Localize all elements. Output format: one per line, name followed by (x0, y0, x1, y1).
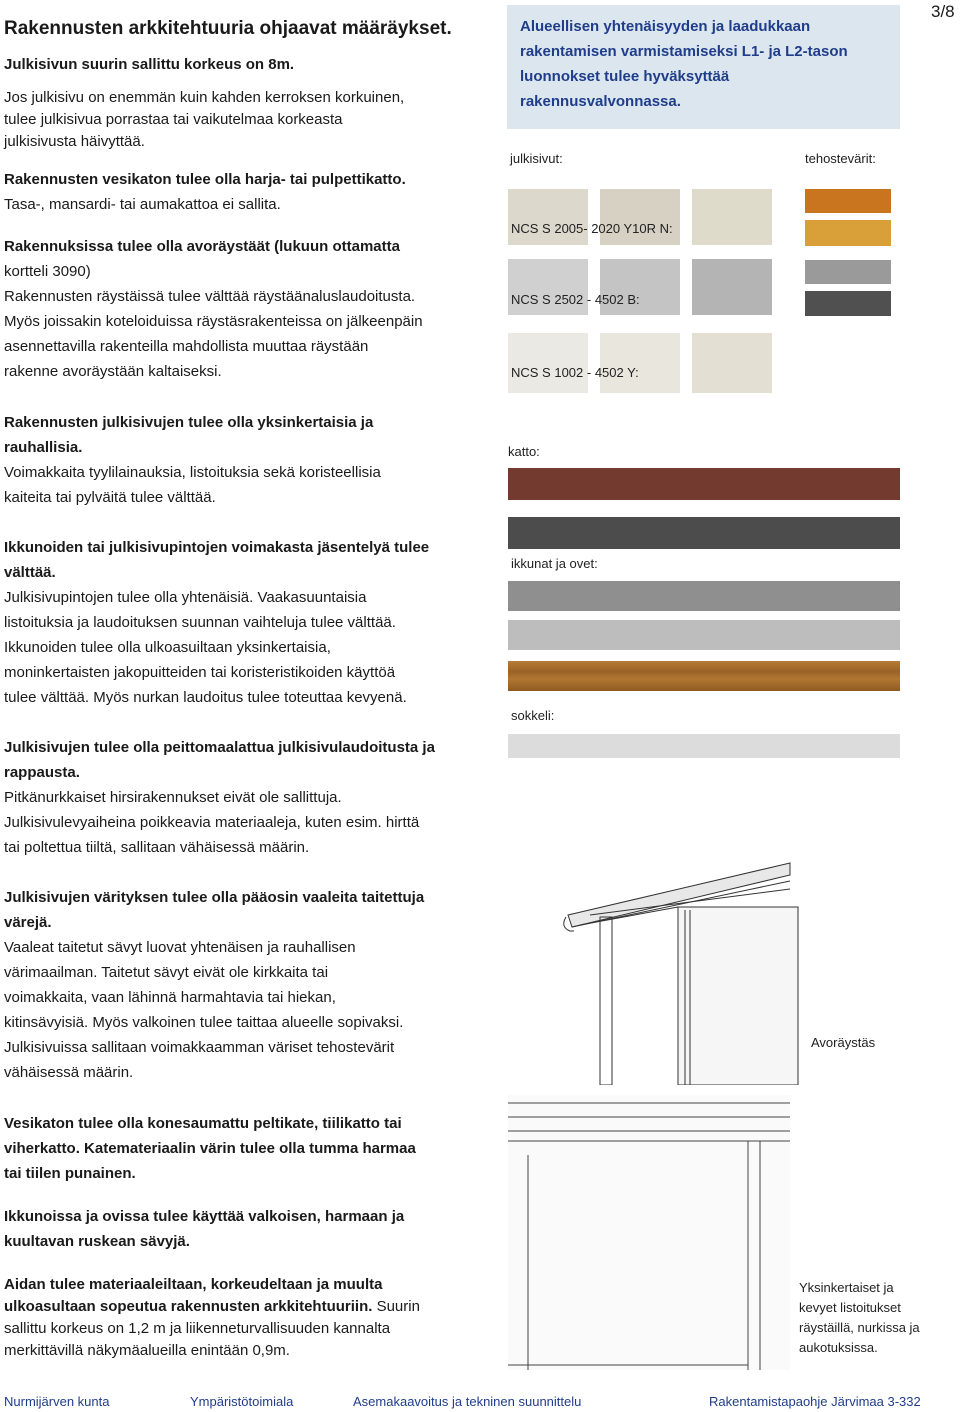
paragraph-cladding (4, 735, 474, 860)
text-line: moninkertaisten jakopuitteiden tai koristeristikoiden käyttöä (4, 664, 396, 681)
roof-swatch-grey (508, 517, 900, 549)
trim-detail-caption (799, 1278, 949, 1358)
text-line: kaiteita tai pylväitä tulee välttää. (4, 489, 216, 506)
text-line: tulee julkisivua porrastaa tai vaikutelmaa korkeasta (4, 111, 343, 128)
caption-line: kevyet listoitukset (799, 1300, 901, 1315)
text-line: Julkisivuissa sallitaan voimakkaamman väriset tehostevärit (4, 1039, 395, 1056)
callout-line: rakennusvalvonnassa. (520, 93, 681, 110)
text-line-bold: Julkisivujen värityksen tulee olla pääosin vaaleita taitettuja (4, 889, 425, 906)
accent-swatch-orange (805, 189, 891, 213)
ncs-y-label: NCS S 1002 - 4502 Y: (511, 365, 639, 380)
paragraph-roof (4, 167, 474, 217)
paragraph-window-colors (4, 1204, 474, 1254)
paragraph-windows (4, 535, 474, 710)
open-eaves-drawing (560, 855, 800, 1085)
text-line-bold: Rakennusten julkisivujen tulee olla yksinkertaisia ja (4, 414, 374, 431)
plinth-label: sokkeli: (511, 708, 555, 723)
accent-colors-label: tehostevärit: (805, 151, 876, 166)
text-line: listoituksia ja laudoituksen suunnan vaihteluja tulee välttää. (4, 614, 396, 631)
text-line-bold: värejä. (4, 914, 52, 931)
text-line-bold: rappausta. (4, 764, 80, 781)
page-number: 3/8 (931, 2, 955, 21)
caption-line: Yksinkertaiset ja (799, 1280, 894, 1295)
paragraph-roofing (4, 1111, 474, 1186)
window-swatch-wood (508, 661, 900, 691)
text-line-bold: viherkatto. Katemateriaalin värin tulee olla tumma harmaa (4, 1140, 416, 1157)
page-title: Rakennusten arkkitehtuuria ohjaavat määräykset. (4, 18, 452, 39)
text-line: Voimakkaita tyylilainauksia, listoituksia sekä koristeellisia (4, 464, 381, 481)
height-rule: Julkisivun suurin sallittu korkeus on 8m. (4, 56, 295, 73)
paragraph-colors (4, 885, 474, 1085)
text-span-bold: ulkoasultaan sopeutua rakennusten arkkitehtuuriin. (4, 1298, 373, 1315)
text-line-bold: rauhallisia. (4, 439, 83, 456)
windows-doors-label: ikkunat ja ovet: (511, 556, 598, 571)
text-line-bold: Julkisivujen tulee olla peittomaalattua julkisivulaudoitusta ja (4, 739, 435, 756)
paragraph-height (4, 87, 474, 153)
text-line: asennettavilla rakenteilla mahdollista muuttaa räystään (4, 338, 369, 355)
text-line: merkittävillä näkymäalueilla enintään 0,9m. (4, 1342, 290, 1359)
swatch-y-2 (600, 333, 680, 393)
paragraph-eaves (4, 234, 474, 384)
caption-line: räystäillä, nurkissa ja (799, 1320, 920, 1335)
text-line-bold: välttää. (4, 564, 56, 581)
trim-detail-drawing (508, 1095, 790, 1370)
callout-line: Alueellisen yhtenäisyyden ja laadukkaan (520, 18, 811, 35)
paragraph-facades (4, 410, 474, 510)
callout-line: rakentamisen varmistamiseksi L1- ja L2-tason (520, 43, 848, 60)
footer-doc: Rakentamistapaohje Järvimaa 3-332 (709, 1394, 921, 1409)
accent-swatch-dark-grey (805, 291, 891, 316)
text-line-bold: Ikkunoissa ja ovissa tulee käyttää valkoisen, harmaan ja (4, 1208, 405, 1225)
ncs-b-label: NCS S 2502 - 4502 B: (511, 292, 640, 307)
text-line: Julkisivulevyaiheina poikkeavia materiaaleja, kuten esim. hirttä (4, 814, 420, 831)
approval-callout (507, 5, 900, 129)
plinth-swatch (508, 734, 900, 758)
text-line: voimakkaita, vaan lähinnä harmahtavia tai hiekan, (4, 989, 336, 1006)
caption-line: aukotuksissa. (799, 1340, 878, 1355)
window-swatch-light (508, 620, 900, 650)
text-line: vähäisessä määrin. (4, 1064, 134, 1081)
text-line: Tasa-, mansardi- tai aumakattoa ei sallita. (4, 196, 281, 213)
text-line-bold: Ikkunoiden tai julkisivupintojen voimakasta jäsentelyä tulee (4, 539, 430, 556)
text-line-bold: Aidan tulee materiaaleiltaan, korkeudeltaan ja muulta (4, 1276, 383, 1293)
paragraph-fence (4, 1274, 474, 1362)
text-line-bold: kuultavan ruskean sävyjä. (4, 1233, 190, 1250)
text-line: värimaailman. Taitetut sävyt eivät ole kirkkaita tai (4, 964, 329, 981)
text-line: Vaaleat taitetut sävyt luovat yhtenäisen ja rauhallisen (4, 939, 356, 956)
open-eaves-caption: Avoräystäs (811, 1035, 876, 1050)
text-line-bold: Vesikaton tulee olla konesaumattu peltikate, tiilikatto tai (4, 1115, 402, 1132)
accent-swatch-ochre (805, 220, 891, 246)
swatch-y10r-2 (600, 189, 680, 245)
text-line: Jos julkisivu on enemmän kuin kahden kerroksen korkuinen, (4, 89, 405, 106)
roof-swatch-red (508, 468, 900, 500)
text-line (4, 1296, 474, 1318)
window-swatch-grey (508, 581, 900, 611)
text-line-bold: Rakennusten vesikaton tulee olla harja- tai pulpettikatto. (4, 171, 406, 188)
swatch-y10r-1 (508, 189, 588, 245)
text-line: kitinsävyisiä. Myös valkoinen tulee taittaa alueelle sopivaksi. (4, 1014, 404, 1031)
roof-label: katto: (508, 444, 540, 459)
ncs-y10r-label: NCS S 2005- 2020 Y10R N: (511, 221, 673, 236)
facades-label: julkisivut: (510, 151, 563, 166)
text-line: Rakennusten räystäissä tulee välttää räystäänaluslaudoitusta. (4, 288, 416, 305)
text-line: sallittu korkeus on 1,2 m ja liikenneturvallisuuden kannalta (4, 1320, 391, 1337)
text-line: Ikkunoiden tulee olla ulkoasuiltaan yksinkertaisia, (4, 639, 331, 656)
callout-line: luonnokset tulee hyväksyttää (520, 68, 730, 85)
swatch-y-1 (508, 333, 588, 393)
text-span: Suurin (372, 1298, 420, 1315)
text-line: tulee välttää. Myös nurkan laudoitus tulee toteuttaa kevyenä. (4, 689, 407, 706)
text-line: Pitkänurkkaiset hirsirakennukset eivät ole sallittuja. (4, 789, 342, 806)
text-line: julkisivusta häivyttää. (4, 133, 145, 150)
text-line: rakenne avoräystään kaltaiseksi. (4, 363, 222, 380)
swatch-b-3 (692, 259, 772, 315)
swatch-y10r-3 (692, 189, 772, 245)
text-line: Julkisivupintojen tulee olla yhtenäisiä. Vaakasuuntaisia (4, 589, 367, 606)
footer-unit: Asemakaavoitus ja tekninen suunnittelu (353, 1394, 582, 1409)
accent-swatch-grey (805, 260, 891, 284)
footer-org: Nurmijärven kunta (4, 1394, 110, 1409)
text-line: kortteli 3090) (4, 263, 91, 280)
text-line: tai poltettua tiiltä, sallitaan vähäisessä määrin. (4, 839, 310, 856)
text-line-bold: Rakennuksissa tulee olla avoräystäät (lukuun ottamatta (4, 238, 400, 255)
footer-dept: Ympäristötoimiala (190, 1394, 294, 1409)
text-line: Myös joissakin koteloiduissa räystäsrakenteissa on jälkeenpäin (4, 313, 423, 330)
text-line-bold: tai tiilen punainen. (4, 1165, 136, 1182)
swatch-y-3 (692, 333, 772, 393)
